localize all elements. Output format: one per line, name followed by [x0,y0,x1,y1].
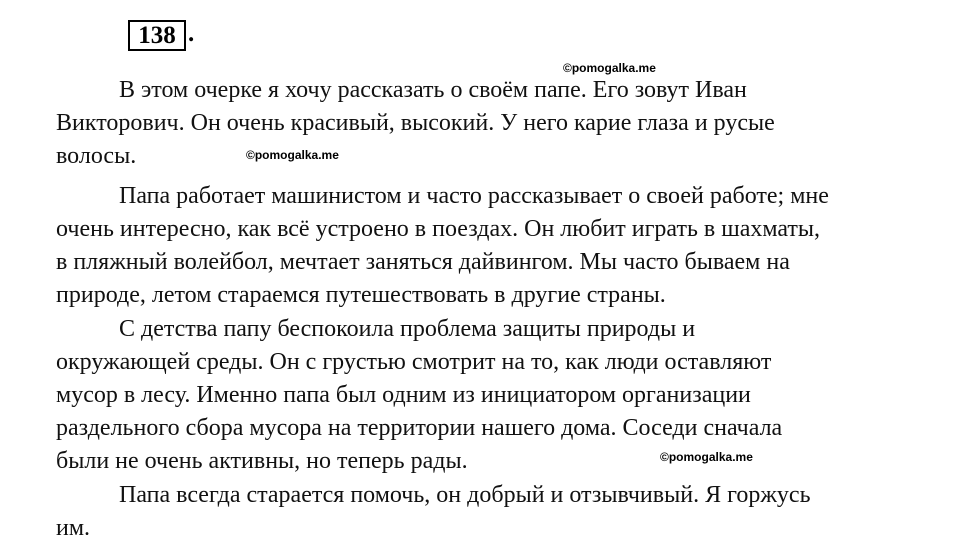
text-line: В этом очерке я хочу рассказать о своём папе. Его зовут Иван [119,77,747,103]
text-line: Папа всегда старается помочь, он добрый и отзывчивый. Я горжусь [119,482,811,508]
watermark: ©pomogalka.me [660,450,753,464]
text-line: природе, летом стараемся путешествовать в другие страны. [56,282,666,308]
text-line: С детства папу беспокоила проблема защиты природы и [119,316,696,342]
paragraph [56,180,956,312]
text-line: были не очень активны, но теперь рады. [56,448,468,474]
paragraph [56,74,956,173]
text-line: окружающей среды. Он с грустью смотрит на то, как люди оставляют [56,349,772,375]
text-line: Викторович. Он очень красивый, высокий. У него карие глаза и русые [56,110,775,136]
exercise-number: 138 [128,20,186,51]
paragraph [56,313,956,478]
paragraph [56,479,956,545]
text-line: очень интересно, как всё устроено в поездах. Он любит играть в шахматы, [56,216,821,242]
watermark: ©pomogalka.me [563,61,656,75]
text-line: раздельного сбора мусора на территории нашего дома. Соседи сначала [56,415,783,441]
exercise-number-dot: . [188,20,195,47]
watermark: ©pomogalka.me [246,148,339,162]
text-line: в пляжный волейбол, мечтает заняться дайвингом. Мы часто бываем на [56,249,790,275]
text-line: им. [56,515,91,541]
text-line: волосы. [56,143,137,169]
text-line: мусор в лесу. Именно папа был одним из инициатором организации [56,382,751,408]
text-line: Папа работает машинистом и часто рассказывает о своей работе; мне [119,183,829,209]
